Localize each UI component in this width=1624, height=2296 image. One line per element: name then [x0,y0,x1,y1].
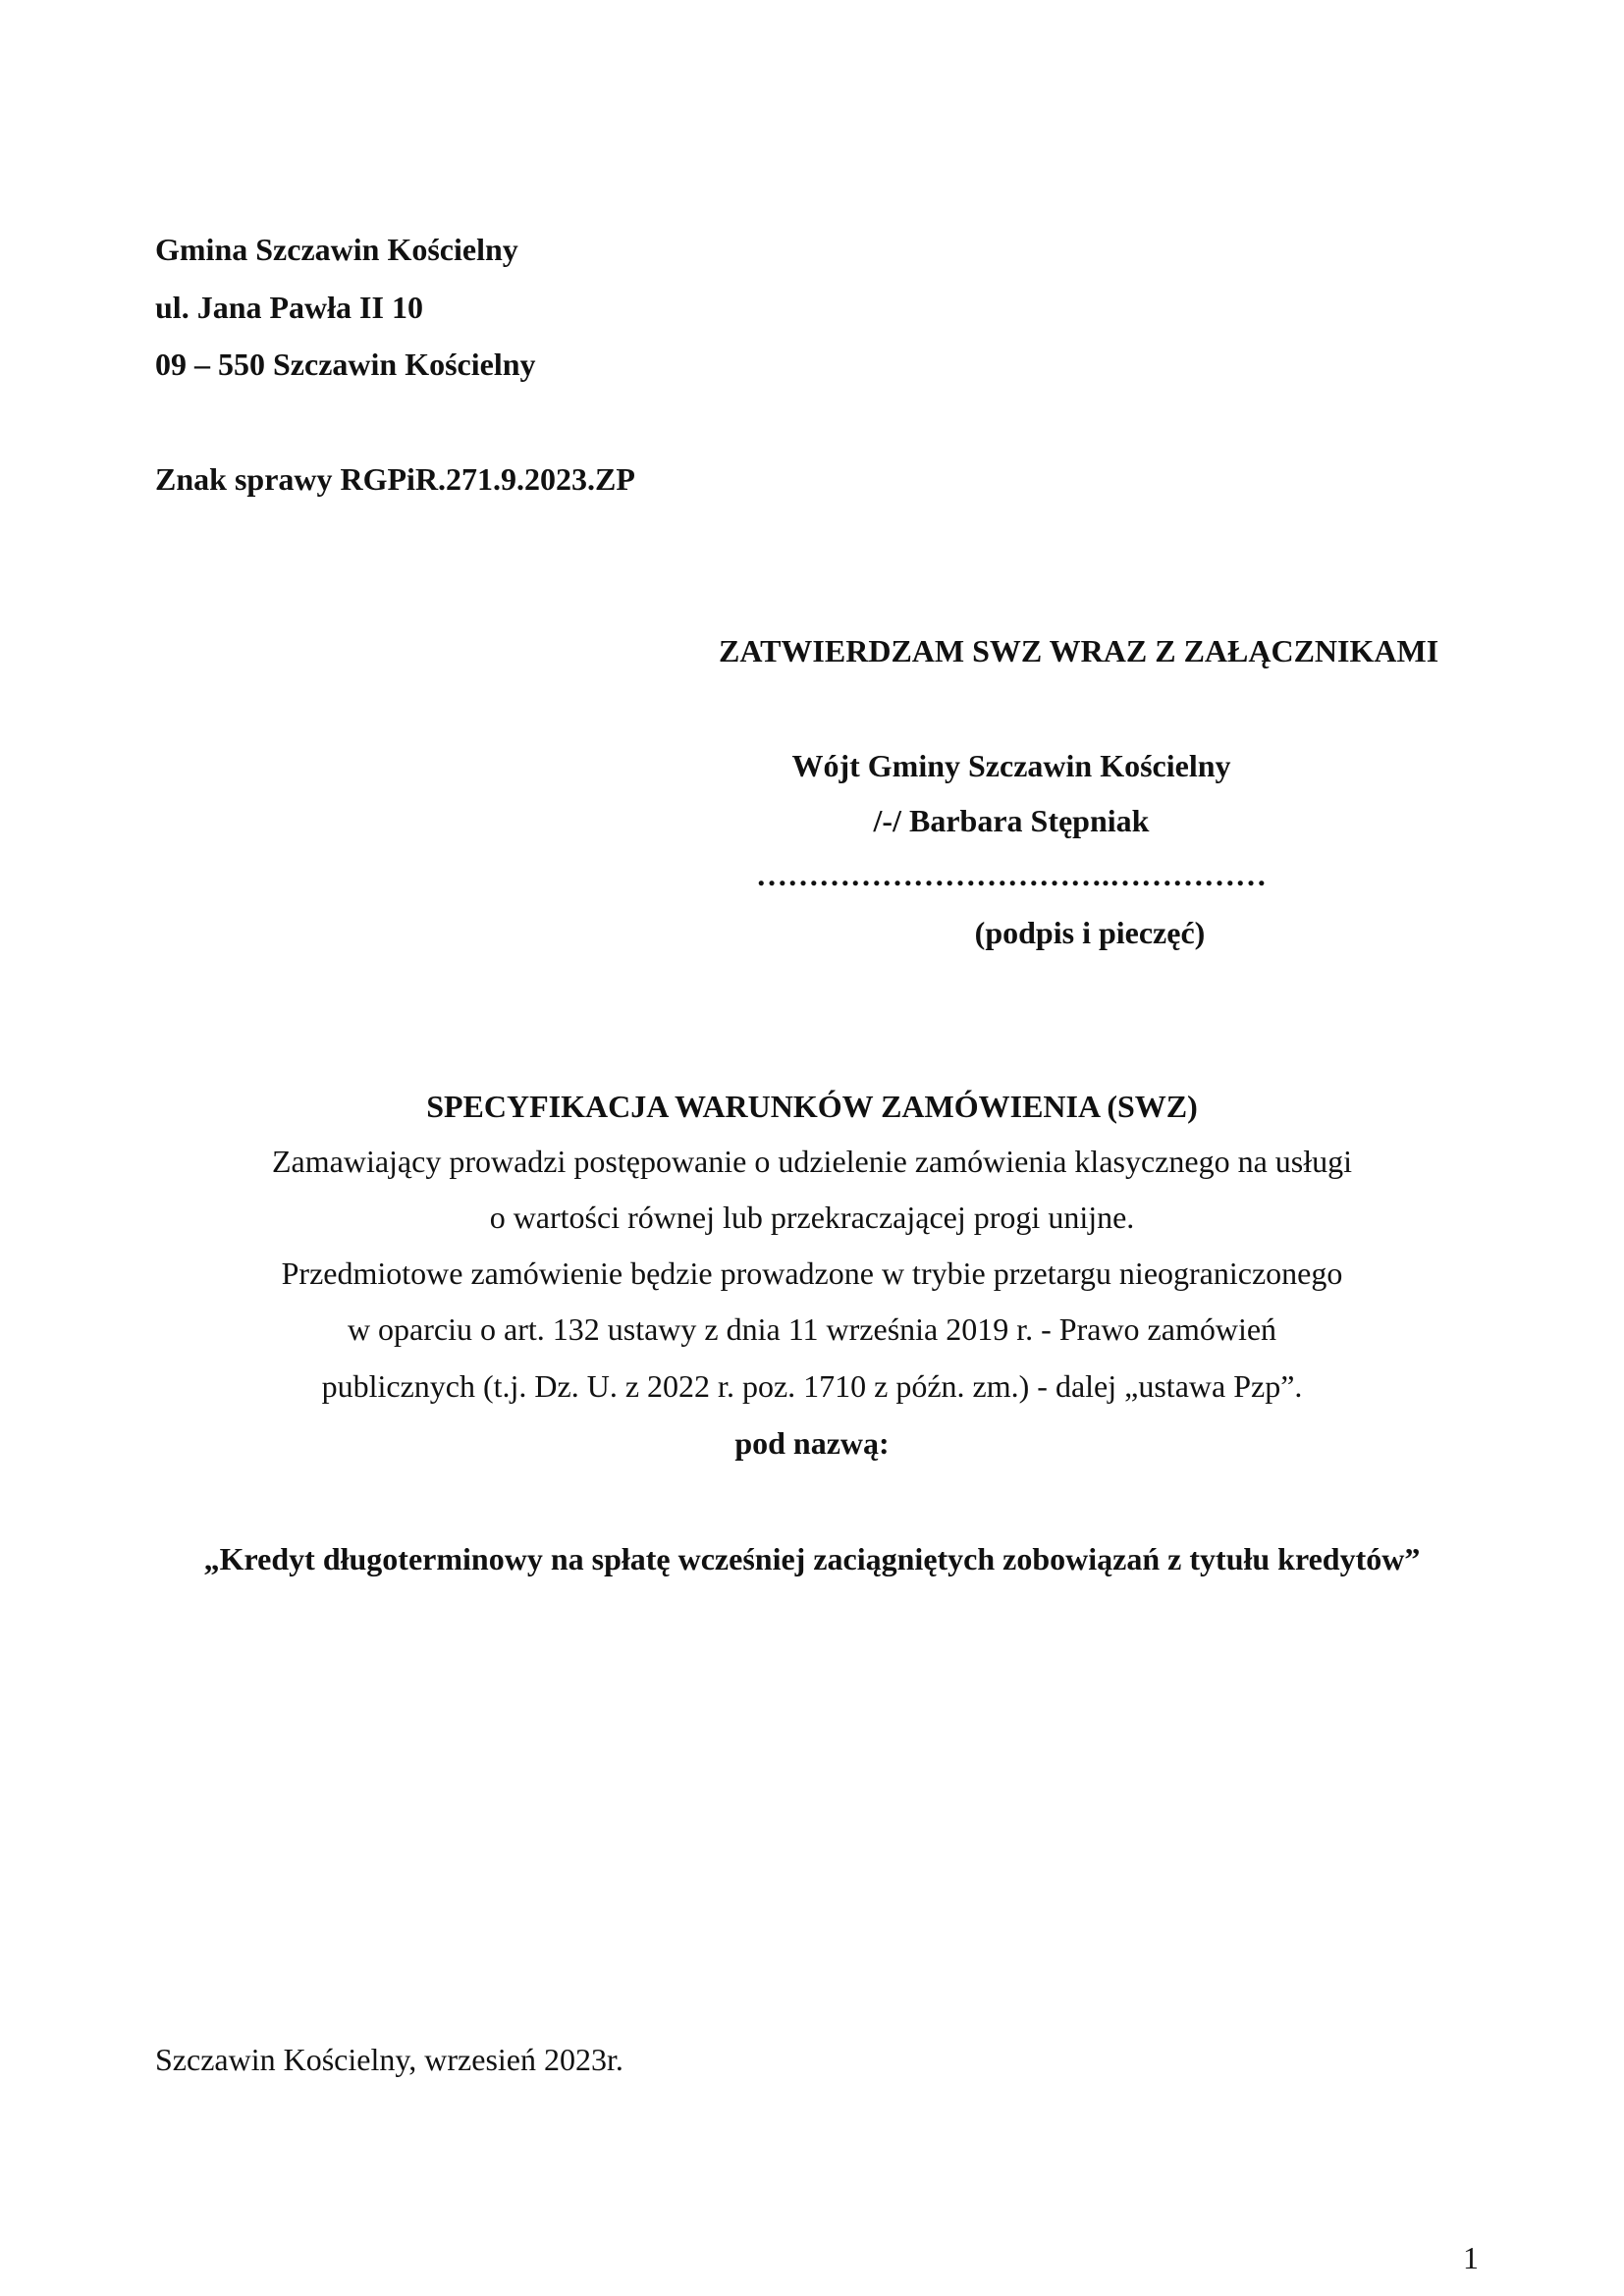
approval-heading: ZATWIERDZAM SWZ WRAZ Z ZAŁĄCZNIKAMI [719,633,1439,668]
signatory-title: Wójt Gminy Szczawin Kościelny [791,748,1231,783]
spec-text-line: Przedmiotowe zamówienie będzie prowadzone w trybie przetargu nieograniczonego [281,1255,1343,1291]
signature-caption: (podpis i pieczęć) [974,915,1206,950]
procurement-subject: „Kredyt długoterminowy na spłatę wcześniej zaciągniętych zobowiązań z tytułu kredytów” [203,1541,1421,1576]
spec-text-line: o wartości równej lub przekraczającej progi unijne. [489,1200,1135,1235]
under-name-label: pod nazwą: [734,1425,890,1461]
municipality-name: Gmina Szczawin Kościelny [155,232,518,267]
signature-line: …………………………….…………… [756,857,1267,892]
signatory-name: /-/ Barbara Stępniak [873,803,1150,838]
spec-title: SPECYFIKACJA WARUNKÓW ZAMÓWIENIA (SWZ) [426,1089,1198,1124]
place-and-date: Szczawin Kościelny, wrzesień 2023r. [155,2042,623,2077]
street-address: ul. Jana Pawła II 10 [155,290,423,325]
case-number: Znak sprawy RGPiR.271.9.2023.ZP [155,461,635,497]
spec-text-line: w oparciu o art. 132 ustawy z dnia 11 września 2019 r. - Prawo zamówień [347,1311,1277,1347]
spec-text-line: Zamawiający prowadzi postępowanie o udzielenie zamówienia klasycznego na usługi [271,1144,1353,1179]
postal-address: 09 – 550 Szczawin Kościelny [155,347,536,382]
page-number: 1 [1463,2240,1479,2275]
spec-text-line: publicznych (t.j. Dz. U. z 2022 r. poz. 1710 z późn. zm.) - dalej „ustawa Pzp”. [321,1368,1303,1404]
